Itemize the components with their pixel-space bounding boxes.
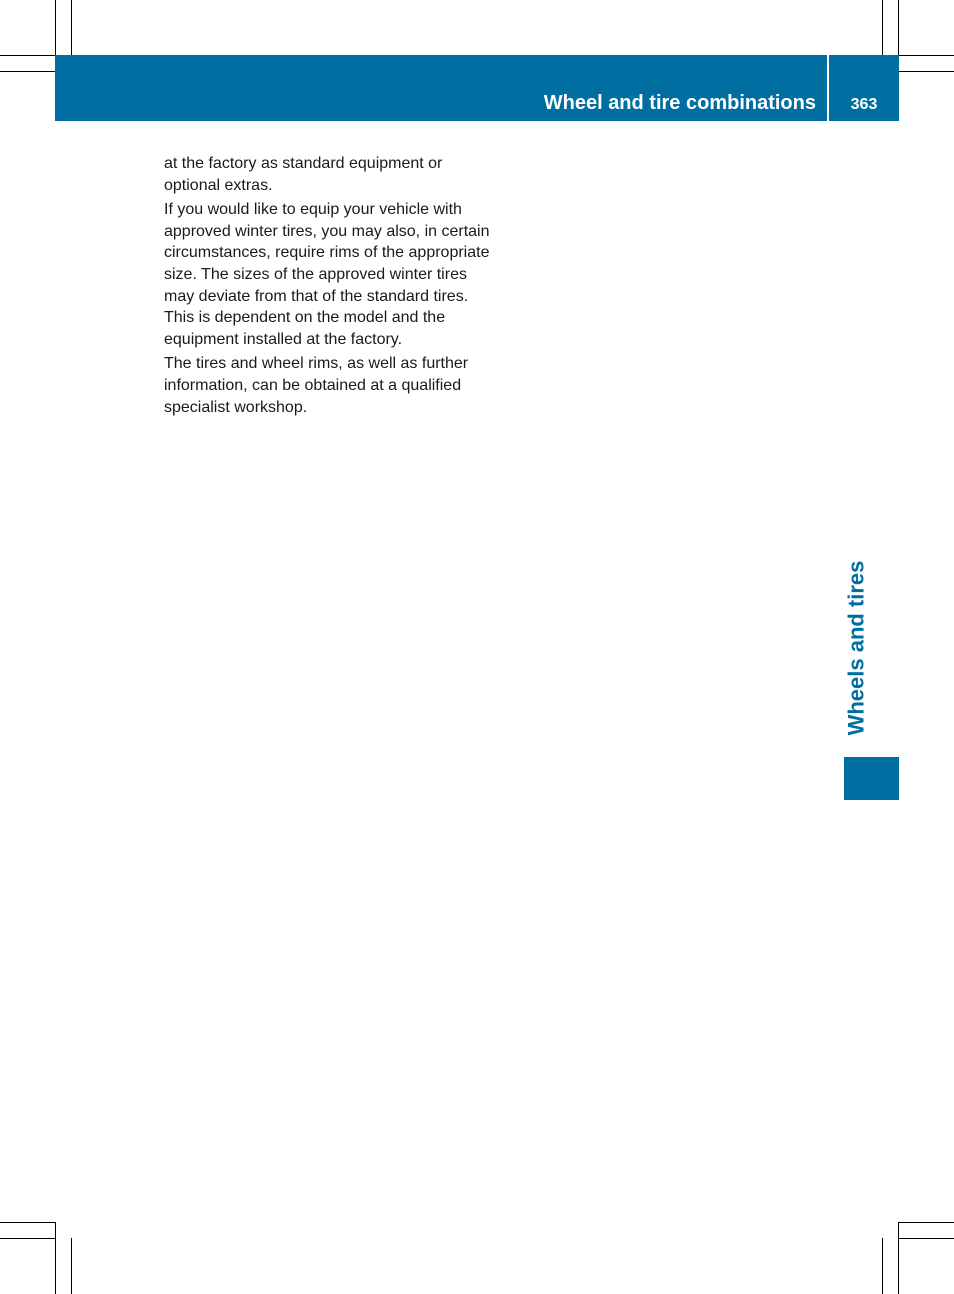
crop-mark — [0, 71, 55, 72]
page-number: 363 — [850, 96, 878, 113]
chapter-tab-label — [836, 548, 876, 748]
crop-mark — [71, 1238, 72, 1294]
crop-mark — [55, 1222, 56, 1294]
crop-mark — [899, 55, 954, 56]
chapter-tab-marker — [844, 757, 899, 800]
crop-mark — [882, 0, 883, 55]
crop-mark — [899, 1238, 954, 1239]
crop-mark — [898, 0, 899, 55]
crop-mark — [898, 1222, 899, 1294]
paragraph: at the factory as standard equipment or optional extras. — [164, 155, 443, 194]
chapter-tab-text: Wheels and tires — [843, 560, 868, 736]
section-header — [55, 55, 899, 121]
body-text — [164, 153, 494, 421]
crop-mark — [55, 0, 56, 55]
crop-mark — [0, 55, 55, 56]
crop-mark — [0, 1238, 55, 1239]
paragraph: If you would like to equip your vehicle with approved winter tires, you may also, in certain circumstances, require rims of the appropriate size. The sizes of the approved winter tires may deviate from that of the standard tires. This is dependent on the model and the equipment installed at the factory. — [164, 201, 490, 348]
crop-mark — [0, 1222, 55, 1223]
crop-mark — [882, 1238, 883, 1294]
crop-mark — [899, 71, 954, 72]
paragraph: The tires and wheel rims, as well as further information, can be obtained at a qualified specialist workshop. — [164, 355, 469, 416]
crop-mark — [899, 1222, 954, 1223]
crop-mark — [71, 0, 72, 55]
section-title: Wheel and tire combinations — [543, 92, 816, 114]
